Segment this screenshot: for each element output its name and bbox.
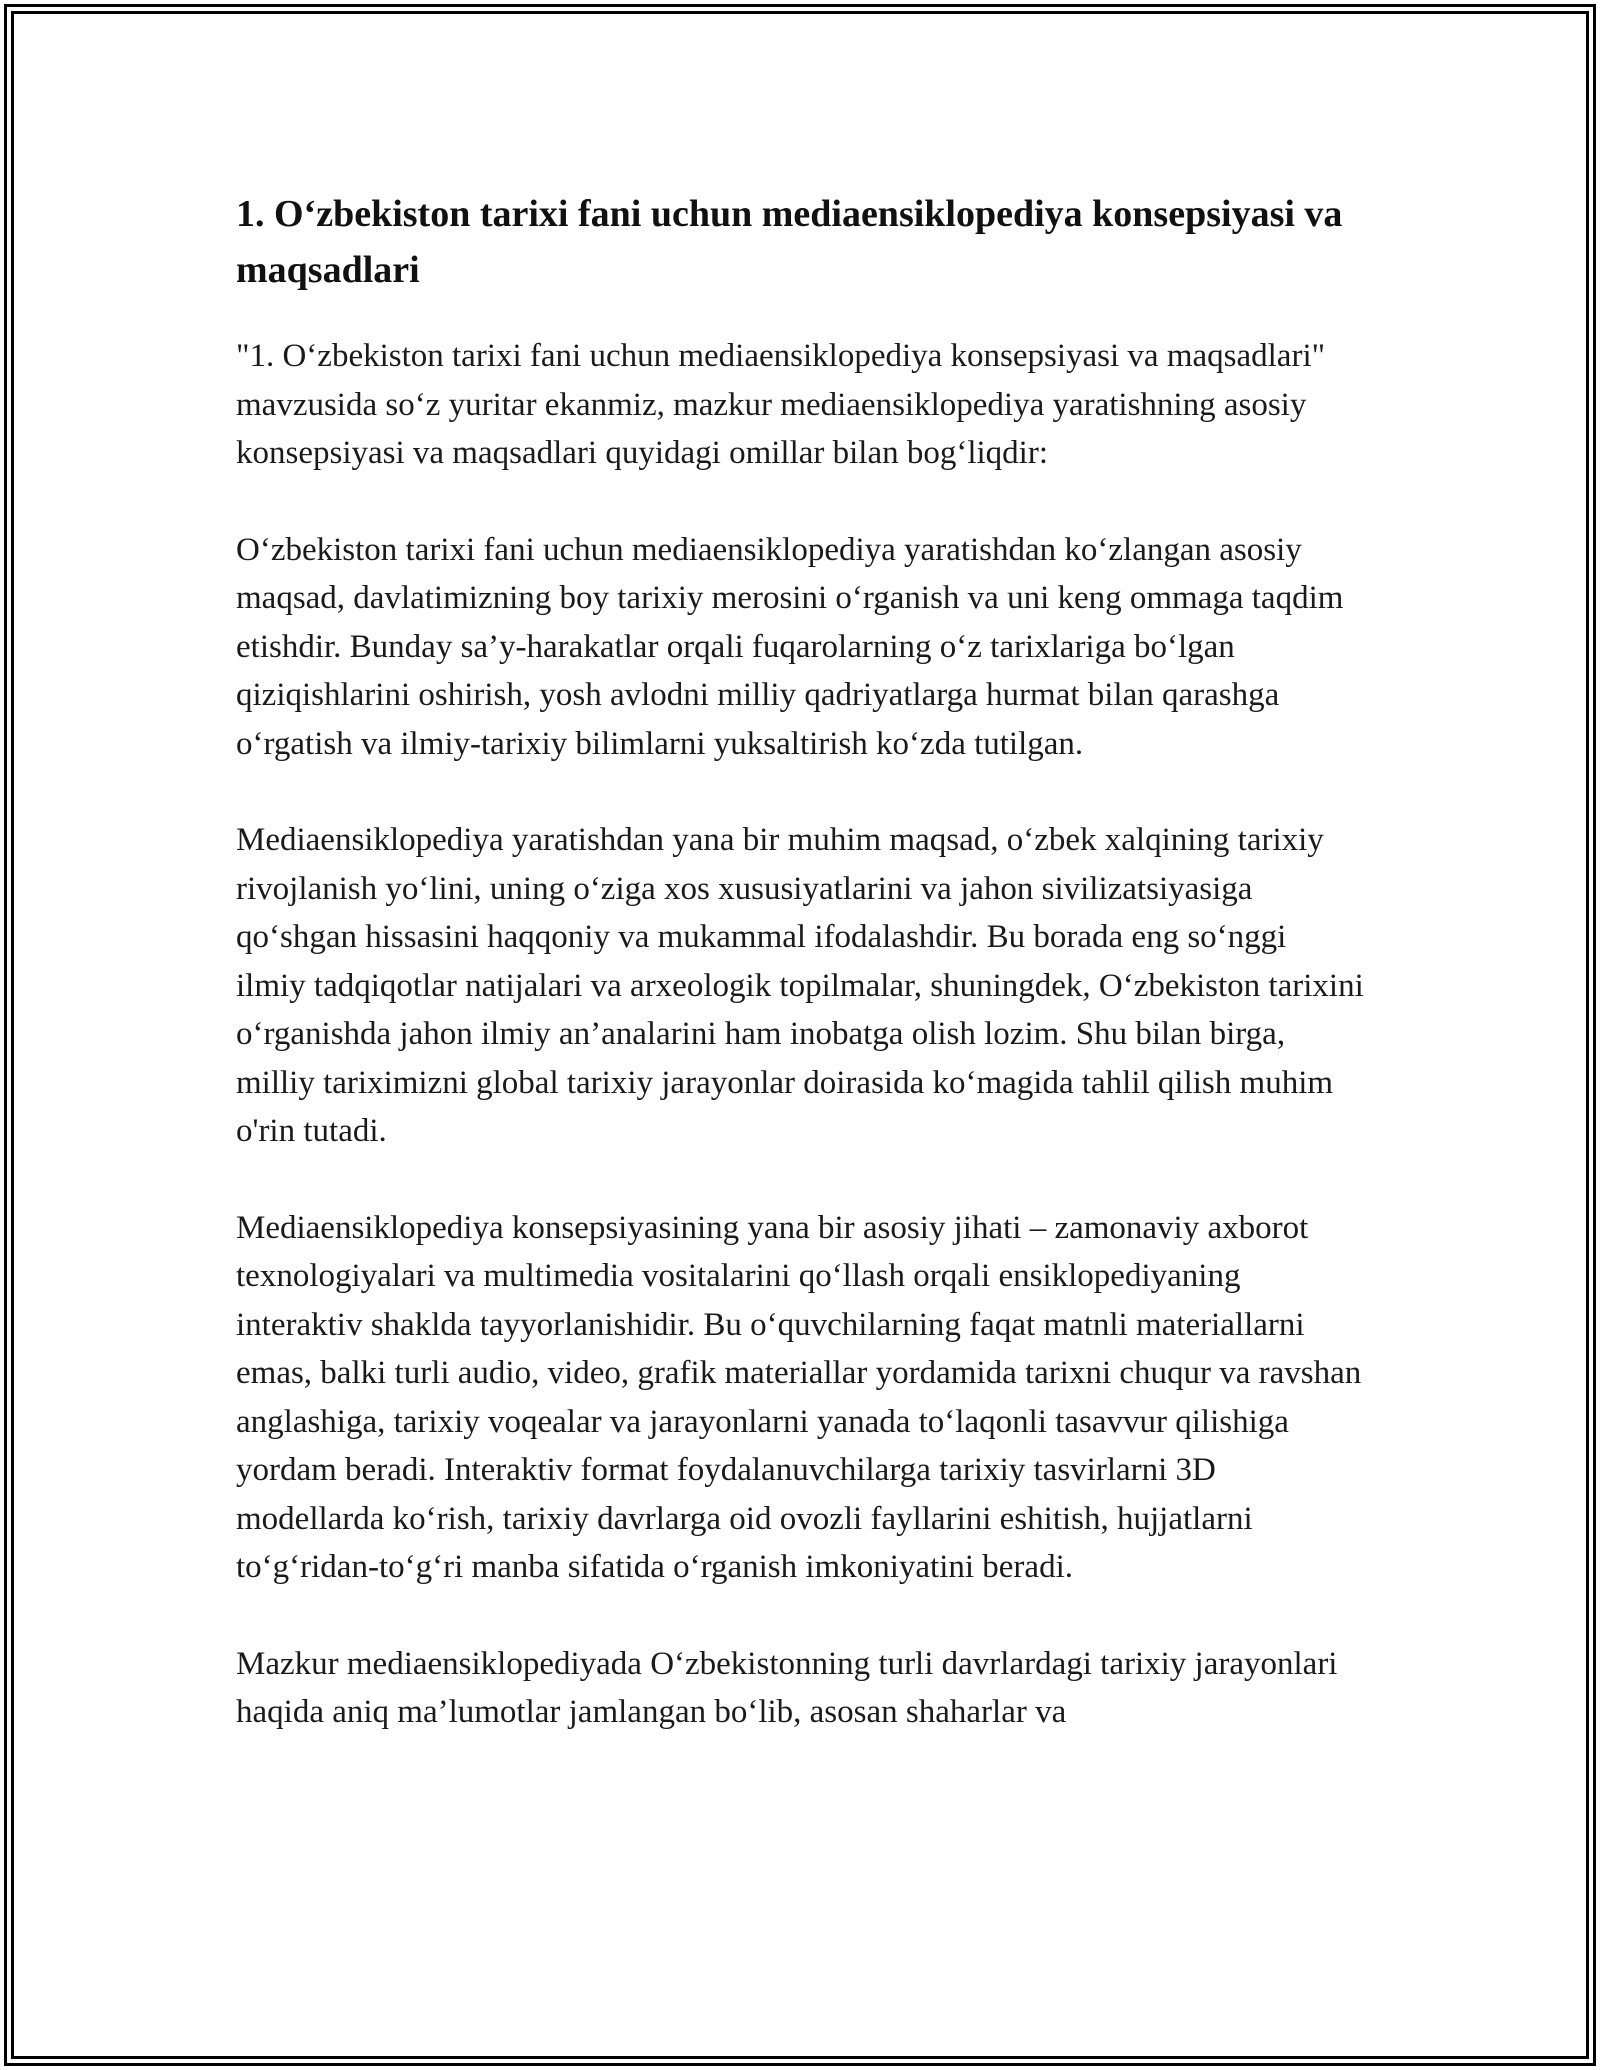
paragraph-content-summary: Mazkur mediaensiklopediyada O‘zbekistonning turli davrlardagi tarixiy jarayonlari haqida aniq ma’lumotlar jamlangan bo‘lib, asosan shaharlar va xyxy=(236,1645,1338,1730)
paragraph-intro: "1. O‘zbekiston tarixi fani uchun mediaensiklopediya konsepsiyasi va maqsadlari" mavzusida so‘z yuritar ekanmiz, mazkur mediaensiklopediya yaratishning asosiy konsepsiyasi va maqsadlari quyidagi omillar bilan bog‘liqdir: xyxy=(236,338,1326,471)
paragraph-main-goal: O‘zbekiston tarixi fani uchun mediaensiklopediya yaratishdan ko‘zlangan asosiy maqsad, davlatimizning boy tarixiy merosini o‘rganish va uni keng ommaga taqdim etishdir. Bunday sa’y-harakatlar orqali fuqarolarning o‘z tarixlariga bo‘lgan qiziqishlarini oshirish, yosh avlodni milliy qadriyatlarga hurmat bilan qarashga o‘rgatish va ilmiy-tarixiy bilimlarni yuksaltirish ko‘zda tutilgan. xyxy=(236,531,1344,762)
document-body xyxy=(236,186,1364,1785)
paragraph-second-goal: Mediaensiklopediya yaratishdan yana bir muhim maqsad, o‘zbek xalqining tarixiy rivojlanish yo‘lini, uning o‘ziga xos xususiyatlarini va jahon sivilizatsiyasiga qo‘shgan hissasini haqqoniy va mukammal ifodalashdir. Bu borada eng so‘nggi ilmiy tadqiqotlar natijalari va arxeologik topilmalar, shuningdek, O‘zbekiston tarixini o‘rganishda jahon ilmiy an’analarini ham inobatga olish lozim. Shu bilan birga, milliy tariximizni global tarixiy jarayonlar doirasida ko‘magida tahlil qilish muhim o'rin tutadi. xyxy=(236,822,1364,1149)
document-title: 1. O‘zbekiston tarixi fani uchun mediaensiklopediya konsepsiyasi va maqsadlari xyxy=(236,193,1343,291)
paragraph-interactive-concept: Mediaensiklopediya konsepsiyasining yana bir asosiy jihati – zamonaviy axborot texnologiyalari va multimedia vositalarini qo‘llash orqali ensiklopediyaning interaktiv shaklda tayyorlanishidir. Bu o‘quvchilarning faqat matnli materiallarni emas, balki turli audio, video, grafik materiallar yordamida tarixni chuqur va ravshan anglashiga, tarixiy voqealar va jarayonlarni yanada to‘laqonli tasavvur qilishiga yordam beradi. Interaktiv format foydalanuvchilarga tarixiy tasvirlarni 3D modellarda ko‘rish, tarixiy davrlarga oid ovozli fayllarini eshitish, hujjatlarni to‘g‘ridan-to‘g‘ri manba sifatida o‘rganish imkoniyatini beradi. xyxy=(236,1209,1362,1585)
